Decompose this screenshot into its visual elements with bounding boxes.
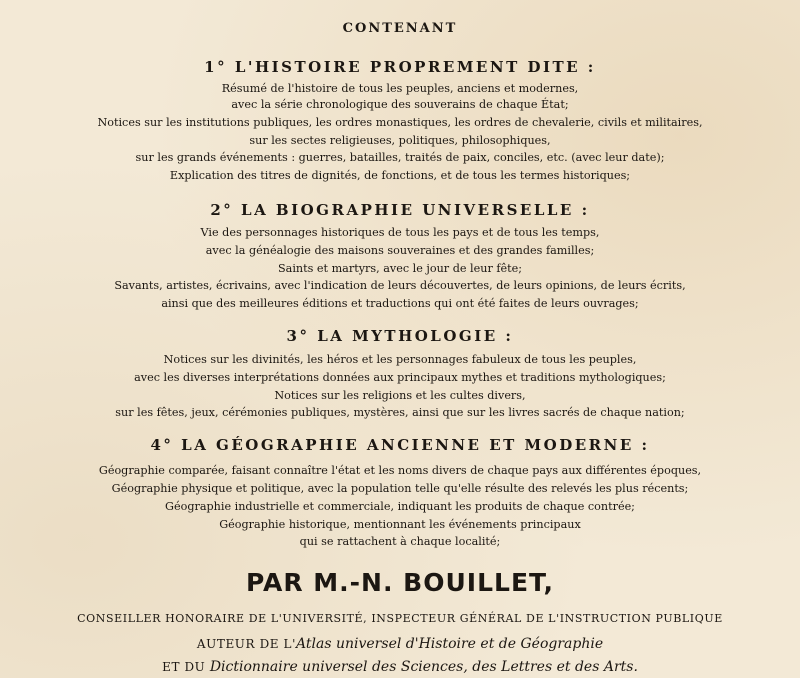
author-work-dictionnaire xyxy=(0,659,800,675)
section-1-line: avec la série chronologique des souverains de chaque État; xyxy=(231,98,569,111)
section-1-line: Notices sur les institutions publiques, les ordres monastiques, les ordres de chevalerie, civils et militaires, xyxy=(97,116,703,129)
section-4-line: Géographie historique, mentionnant les événements principaux xyxy=(219,518,581,531)
author-name: PAR M.-N. BOUILLET, xyxy=(245,568,555,597)
section-2-line: Savants, artistes, écrivains, avec l'indication de leurs découvertes, de leurs opinions, de leurs écrits, xyxy=(114,279,686,292)
section-2-line: Vie des personnages historiques de tous les pays et de tous les temps, xyxy=(200,226,600,239)
section-2-heading: 2° LA BIOGRAPHIE UNIVERSELLE : xyxy=(210,201,590,219)
atlas-title: Atlas universel d'Histoire et de Géographie xyxy=(296,636,604,652)
section-2-line: Saints et martyrs, avec le jour de leur fête; xyxy=(277,262,523,275)
section-3-line: Notices sur les divinités, les héros et les personnages fabuleux de tous les peuples, xyxy=(163,353,637,366)
section-3-heading: 3° LA MYTHOLOGIE : xyxy=(286,327,514,345)
section-4-line: Géographie industrielle et commerciale, indiquant les produits de chaque contrée; xyxy=(165,500,635,513)
contenant-header: CONTENANT xyxy=(342,21,458,36)
author-title: CONSEILLER HONORAIRE DE L'UNIVERSITÉ, INSPECTEUR GÉNÉRAL DE L'INSTRUCTION PUBLIQUE xyxy=(77,612,723,625)
section-1-line: sur les sectes religieuses, politiques, philosophiques, xyxy=(249,134,551,147)
section-4-line: qui se rattachent à chaque localité; xyxy=(299,535,501,548)
section-4-line: Géographie comparée, faisant connaître l'état et les noms divers de chaque pays aux différentes époques, xyxy=(98,464,702,477)
section-4-heading: 4° LA GÉOGRAPHIE ANCIENNE ET MODERNE : xyxy=(150,436,650,454)
dictionnaire-title: Dictionnaire universel des Sciences, des Lettres et des Arts. xyxy=(209,659,638,675)
credit-prefix: ET DU xyxy=(162,660,210,674)
section-2-line: avec la généalogie des maisons souveraines et des grandes familles; xyxy=(205,244,595,257)
section-2-line: ainsi que des meilleures éditions et traductions qui ont été faites de leurs ouvrages; xyxy=(161,297,639,310)
author-work-atlas xyxy=(0,636,800,652)
section-1-line: Résumé de l'histoire de tous les peuples, anciens et modernes, xyxy=(221,82,579,95)
credit-prefix: AUTEUR DE L' xyxy=(196,637,297,651)
section-3-line: Notices sur les religions et les cultes divers, xyxy=(274,389,526,402)
section-4-line: Géographie physique et politique, avec la population telle qu'elle résulte des relevés les plus récents; xyxy=(111,482,689,495)
section-1-line: sur les grands événements : guerres, batailles, traités de paix, conciles, etc. (avec leur date); xyxy=(135,151,665,164)
section-1-line: Explication des titres de dignités, de fonctions, et de tous les termes historiques; xyxy=(169,169,631,182)
section-3-line: avec les diverses interprétations données aux principaux mythes et traditions mythologiques; xyxy=(134,371,666,384)
section-1-heading: 1° L'HISTOIRE PROPREMENT DITE : xyxy=(204,58,596,76)
section-3-line: sur les fêtes, jeux, cérémonies publiques, mystères, ainsi que sur les livres sacrés de chaque nation; xyxy=(115,406,685,419)
